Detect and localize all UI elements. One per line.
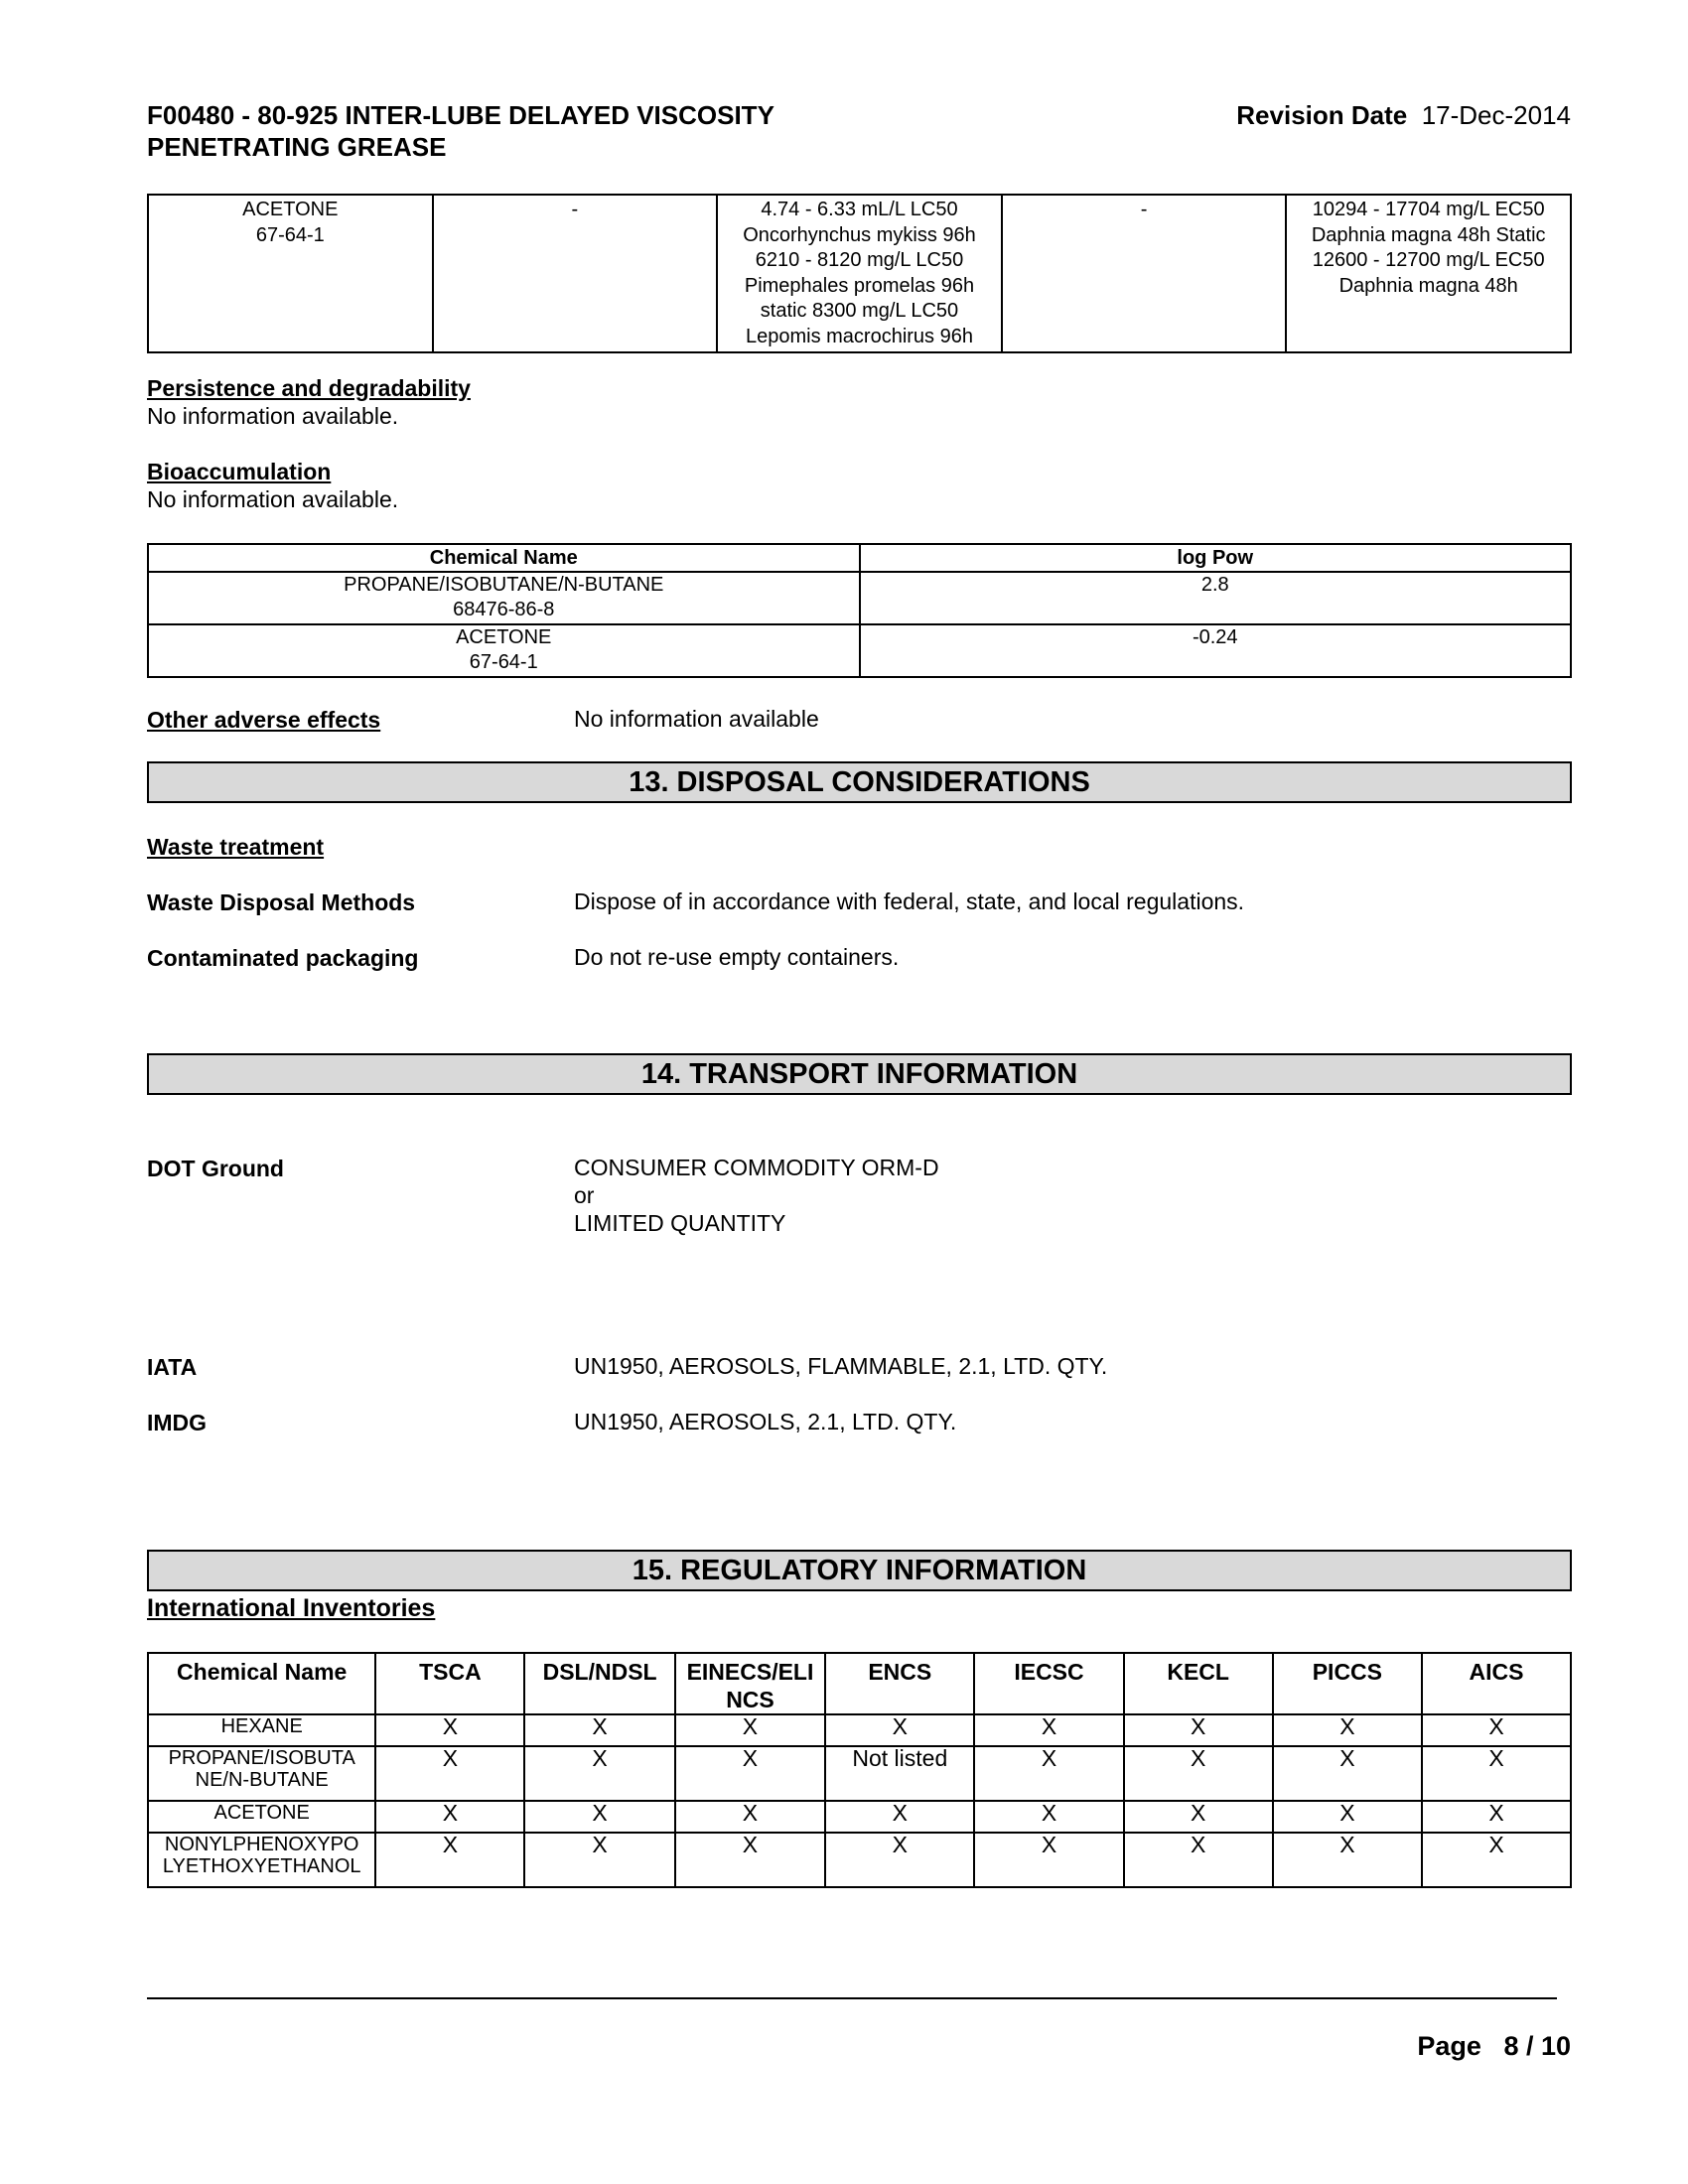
kecl-cell: X: [1124, 1746, 1273, 1801]
dot-line: CONSUMER COMMODITY ORM-D: [574, 1155, 939, 1180]
eco-crustacea-line: 10294 - 17704 mg/L EC50: [1312, 199, 1545, 220]
section-14-title: 14. TRANSPORT INFORMATION: [147, 1053, 1572, 1095]
column-header: [675, 1653, 826, 1714]
eco-crustacea-line: Daphnia magna 48h: [1338, 274, 1518, 297]
tsca-cell: X: [375, 1714, 524, 1746]
aics-cell: X: [1422, 1714, 1571, 1746]
column-header: TSCA: [375, 1653, 524, 1714]
kecl-cell: X: [1124, 1833, 1273, 1887]
eco-fish-line: Pimephales promelas 96h: [744, 274, 975, 297]
dsl-cell: X: [524, 1746, 674, 1801]
chemical-name: ACETONE: [213, 1802, 310, 1824]
chemical-name-cell: [148, 1833, 375, 1887]
contaminated-packaging-label: Contaminated packaging: [147, 945, 419, 971]
einecs-cell: X: [675, 1714, 826, 1746]
column-header: log Pow: [860, 544, 1572, 572]
eco-fish-line: static 8300 mg/L LC50: [760, 300, 959, 322]
eco-fish-line: Lepomis macrochirus 96h: [745, 325, 973, 347]
column-header: Chemical Name: [148, 544, 860, 572]
chemical-name-cell: [148, 1801, 375, 1833]
eco-microorganisms-cell: -: [1002, 195, 1287, 352]
other-adverse-label: Other adverse effects: [147, 707, 381, 733]
iata-value: UN1950, AEROSOLS, FLAMMABLE, 2.1, LTD. QTY.: [574, 1353, 1108, 1379]
table-row: [148, 624, 1571, 677]
eco-chemical-name: ACETONE: [242, 199, 339, 220]
logpow-value-cell: -0.24: [860, 624, 1572, 677]
chemical-name-cont: NE/N-BUTANE: [195, 1769, 329, 1791]
imdg-label: IMDG: [147, 1410, 208, 1435]
table-header-row: [148, 544, 1571, 572]
einecs-cell: X: [675, 1746, 826, 1801]
imdg-value: UN1950, AEROSOLS, 2.1, LTD. QTY.: [574, 1409, 957, 1434]
column-header: KECL: [1124, 1653, 1273, 1714]
dot-ground-label: DOT Ground: [147, 1156, 284, 1181]
chemical-cas: 68476-86-8: [453, 599, 555, 620]
logpow-table: [147, 543, 1572, 678]
iecsc-cell: X: [974, 1714, 1123, 1746]
table-row: [148, 1714, 1571, 1746]
logpow-chemical-cell: [148, 624, 860, 677]
chemical-name-cell: [148, 1746, 375, 1801]
column-header: DSL/NDSL: [524, 1653, 674, 1714]
eco-fish-cell: [717, 195, 1002, 352]
international-inventories-heading: International Inventories: [147, 1594, 436, 1622]
encs-cell: X: [825, 1833, 974, 1887]
logpow-chemical-cell: [148, 572, 860, 624]
tsca-cell: X: [375, 1801, 524, 1833]
eco-chemical-cell: [148, 195, 433, 352]
bioaccumulation-heading: Bioaccumulation: [147, 459, 332, 484]
waste-treatment-heading: Waste treatment: [147, 834, 325, 860]
chemical-name-cont: LYETHOXYETHANOL: [162, 1855, 361, 1877]
encs-cell: X: [825, 1801, 974, 1833]
iata-label: IATA: [147, 1354, 198, 1380]
table-row: [148, 1801, 1571, 1833]
footer-divider: [147, 1997, 1557, 1999]
logpow-value-cell: 2.8: [860, 572, 1572, 624]
chemical-name: HEXANE: [220, 1715, 303, 1737]
dot-ground-value: [574, 1154, 939, 1237]
table-row: [148, 1746, 1571, 1801]
tsca-cell: X: [375, 1746, 524, 1801]
piccs-cell: X: [1273, 1714, 1422, 1746]
revision-label: Revision Date: [1236, 100, 1408, 130]
tsca-cell: X: [375, 1833, 524, 1887]
piccs-cell: X: [1273, 1833, 1422, 1887]
column-header: AICS: [1422, 1653, 1571, 1714]
document-title: [147, 99, 774, 163]
kecl-cell: X: [1124, 1714, 1273, 1746]
persistence-text: No information available.: [147, 403, 399, 429]
page-number: [1417, 2031, 1571, 2062]
column-header: IECSC: [974, 1653, 1123, 1714]
eco-crustacea-line: 12600 - 12700 mg/L EC50: [1312, 249, 1545, 271]
einecs-cell: X: [675, 1833, 826, 1887]
chemical-name: ACETONE: [456, 626, 552, 648]
iecsc-cell: X: [974, 1833, 1123, 1887]
chemical-name: PROPANE/ISOBUTANE/N-BUTANE: [344, 574, 664, 596]
column-header: PICCS: [1273, 1653, 1422, 1714]
revision-value: 17-Dec-2014: [1421, 100, 1571, 130]
title-line-1: [147, 99, 774, 131]
iecsc-cell: X: [974, 1746, 1123, 1801]
dsl-cell: X: [524, 1801, 674, 1833]
chemical-name: PROPANE/ISOBUTA: [168, 1747, 355, 1769]
dot-line: LIMITED QUANTITY: [574, 1210, 786, 1236]
dsl-cell: X: [524, 1714, 674, 1746]
contaminated-packaging-value: Do not re-use empty containers.: [574, 944, 900, 970]
dot-line: or: [574, 1182, 595, 1208]
waste-disposal-label: Waste Disposal Methods: [147, 889, 416, 915]
kecl-cell: X: [1124, 1801, 1273, 1833]
ecotoxicity-table: [147, 194, 1572, 353]
eco-crustacea-cell: [1286, 195, 1571, 352]
page-label: Page: [1417, 2031, 1481, 2061]
header-line: EINECS/ELI: [686, 1659, 814, 1685]
persistence-heading: Persistence and degradability: [147, 375, 471, 401]
piccs-cell: X: [1273, 1746, 1422, 1801]
eco-algae-cell: -: [433, 195, 718, 352]
header-line: NCS: [726, 1687, 774, 1712]
chemical-name: NONYLPHENOXYPO: [164, 1834, 359, 1855]
page-value: 8 / 10: [1503, 2031, 1571, 2061]
aics-cell: X: [1422, 1746, 1571, 1801]
einecs-cell: X: [675, 1801, 826, 1833]
aics-cell: X: [1422, 1833, 1571, 1887]
eco-fish-line: 4.74 - 6.33 mL/L LC50: [761, 199, 958, 220]
product-name: 80-925 INTER-LUBE DELAYED VISCOSITY: [257, 100, 774, 130]
chemical-cas: 67-64-1: [469, 651, 538, 673]
title-line-2: PENETRATING GREASE: [147, 132, 447, 162]
eco-chemical-cas: 67-64-1: [255, 223, 325, 246]
section-15-title: 15. REGULATORY INFORMATION: [147, 1550, 1572, 1591]
table-row: [148, 195, 1571, 352]
table-row: [148, 1833, 1571, 1887]
bioaccumulation-text: No information available.: [147, 486, 399, 512]
piccs-cell: X: [1273, 1801, 1422, 1833]
column-header: Chemical Name: [148, 1653, 375, 1714]
table-row: [148, 572, 1571, 624]
iecsc-cell: X: [974, 1801, 1123, 1833]
eco-fish-line: 6210 - 8120 mg/L LC50: [755, 249, 964, 271]
encs-cell: Not listed: [825, 1746, 974, 1801]
encs-cell: X: [825, 1714, 974, 1746]
product-code: F00480 -: [147, 100, 258, 130]
inventories-table: [147, 1652, 1572, 1888]
waste-disposal-value: Dispose of in accordance with federal, state, and local regulations.: [574, 888, 1245, 914]
dsl-cell: X: [524, 1833, 674, 1887]
other-adverse-value: No information available: [574, 706, 819, 732]
column-header: ENCS: [825, 1653, 974, 1714]
eco-crustacea-line: Daphnia magna 48h Static: [1311, 223, 1546, 246]
revision-date: [1236, 99, 1571, 131]
table-header-row: [148, 1653, 1571, 1714]
aics-cell: X: [1422, 1801, 1571, 1833]
eco-fish-line: Oncorhynchus mykiss 96h: [743, 223, 976, 246]
section-13-title: 13. DISPOSAL CONSIDERATIONS: [147, 761, 1572, 803]
chemical-name-cell: [148, 1714, 375, 1746]
